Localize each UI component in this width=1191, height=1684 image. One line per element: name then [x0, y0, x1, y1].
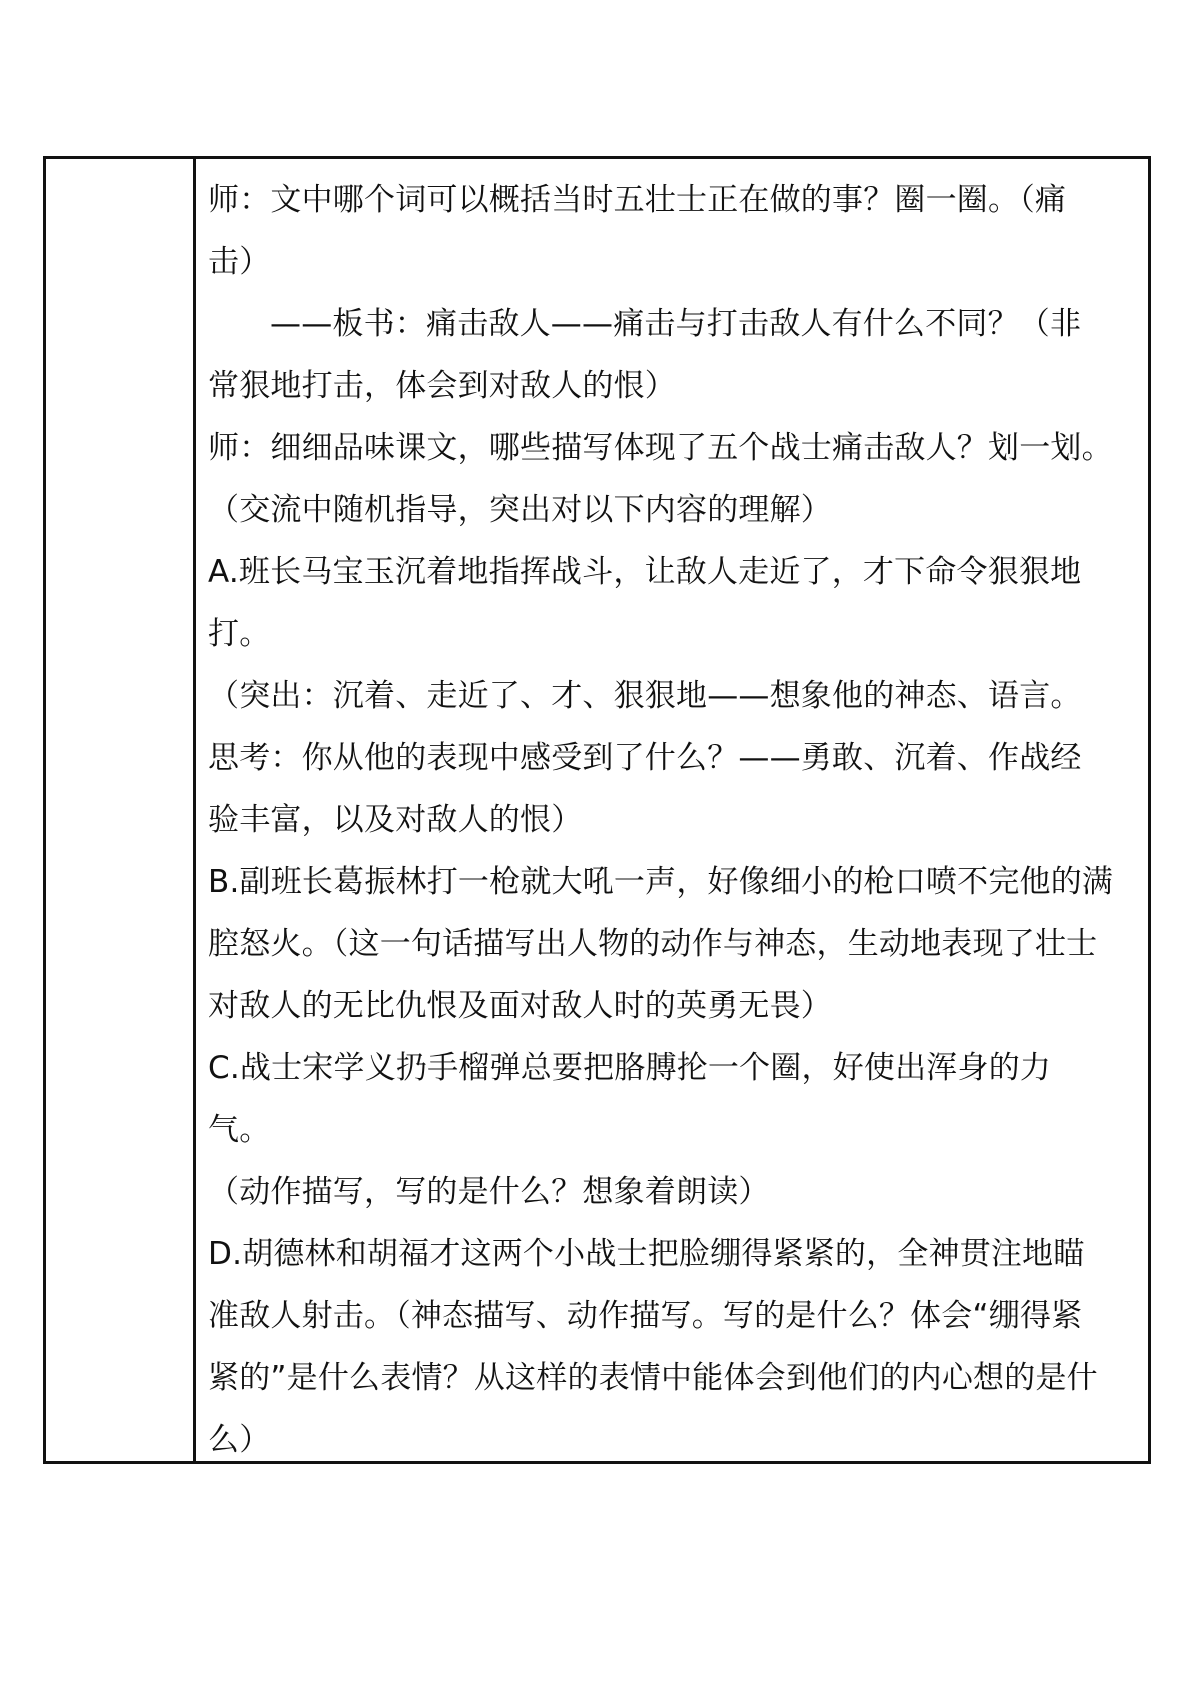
text-line: （突出：沉着、走近了、才、狠狠地——想象他的神态、语言。: [208, 678, 1082, 714]
text-line: 紧的”是什么表情？从这样的表情中能体会到他们的内心想的是什: [208, 1360, 1098, 1396]
text-line: 气。: [208, 1112, 271, 1148]
text-line: 准敌人射击。（神态描写、动作描写。写的是什么？体会“绷得紧: [208, 1298, 1083, 1334]
text-line: 击）: [208, 244, 271, 280]
table-left-cell: [46, 159, 196, 1461]
text-line: B.副班长葛振林打一枪就大吼一声，好像细小的枪口喷不完他的满: [208, 864, 1114, 900]
table-content-cell: [196, 159, 1148, 1461]
text-line: D.胡德林和胡福才这两个小战士把脸绷得紧紧的，全神贯注地瞄: [208, 1236, 1085, 1272]
text-line: 验丰富，以及对敌人的恨）: [208, 802, 583, 838]
text-line: （动作描写，写的是什么？想象着朗读）: [208, 1174, 770, 1210]
text-line: A.班长马宝玉沉着地指挥战斗，让敌人走近了，才下命令狠狠地: [208, 554, 1082, 590]
lesson-table: [43, 156, 1151, 1464]
text-line: 师：细细品味课文，哪些描写体现了五个战士痛击敌人？划一划。: [208, 430, 1113, 466]
text-line: 么）: [208, 1422, 271, 1458]
text-line: C.战士宋学义扔手榴弹总要把胳膊抡一个圈，好使出浑身的力: [208, 1050, 1052, 1086]
text-line: （交流中随机指导，突出对以下内容的理解）: [208, 492, 832, 528]
text-line: 对敌人的无比仇恨及面对敌人时的英勇无畏）: [208, 988, 832, 1024]
text-line: 打。: [208, 616, 271, 652]
text-line: 常狠地打击，体会到对敌人的恨）: [208, 368, 676, 404]
text-line: 腔怒火。（这一句话描写出人物的动作与神态，生动地表现了壮士: [208, 926, 1098, 962]
text-line: ——板书：痛击敌人——痛击与打击敌人有什么不同？（非: [270, 306, 1082, 342]
text-line: 思考：你从他的表现中感受到了什么？——勇敢、沉着、作战经: [208, 740, 1082, 776]
text-line: 师：文中哪个词可以概括当时五壮士正在做的事？圈一圈。（痛: [208, 182, 1067, 218]
